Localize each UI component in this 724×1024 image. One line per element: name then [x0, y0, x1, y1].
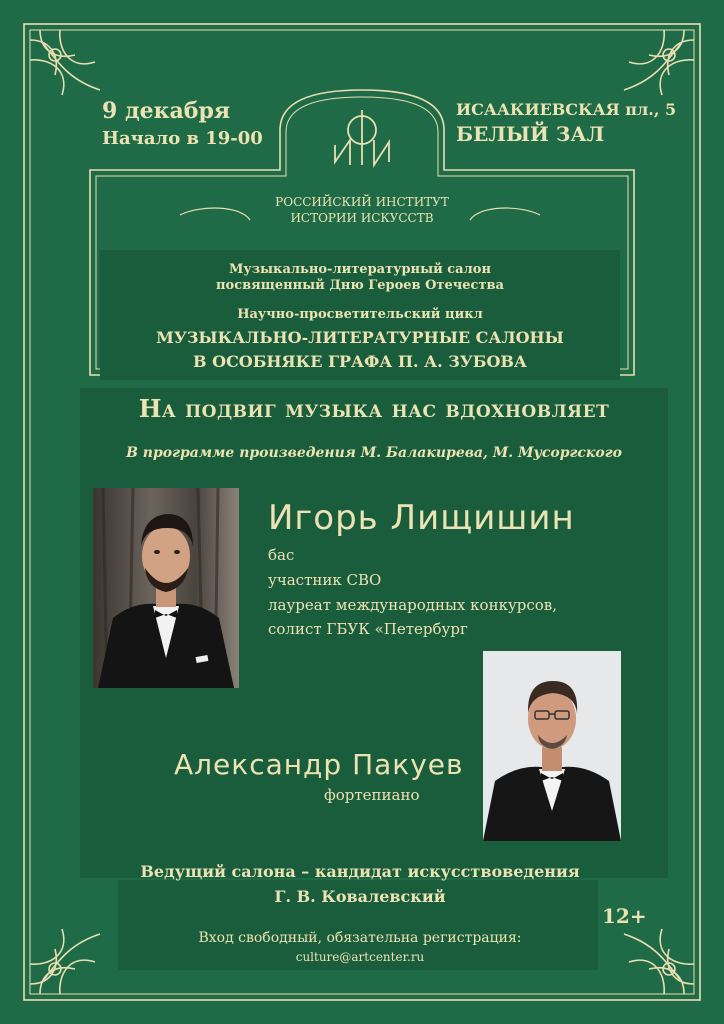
- performer1-svo: участник СВО: [268, 571, 382, 589]
- cycle-title-line1: МУЗЫКАЛЬНО-ЛИТЕРАТУРНЫЕ САЛОНЫ: [156, 328, 564, 347]
- event-address: ИСААКИЕВСКАЯ пл., 5: [456, 100, 677, 119]
- salon-line2: посвященный Дню Героев Отечества: [216, 278, 504, 293]
- performer1-name: Игорь Лищишин: [268, 498, 575, 538]
- corner-ornament-br: [624, 929, 694, 994]
- registration-email: culture@artcenter.ru: [295, 950, 425, 964]
- photo-alexander-pakuev: [483, 651, 621, 841]
- host-line1: Ведущий салона – кандидат искусствоведения: [140, 862, 580, 881]
- concert-title: На подвиг музыка нас вдохновляет: [138, 394, 610, 423]
- event-date: 9 декабря: [102, 98, 231, 124]
- performer1-voice: бас: [268, 546, 295, 564]
- institute-logo: [335, 110, 389, 165]
- corner-ornament-tr: [624, 30, 694, 95]
- event-start-time: Начало в 19-00: [102, 128, 263, 149]
- event-hall: БЕЛЫЙ ЗАЛ: [456, 122, 605, 146]
- corner-ornament-bl: [30, 929, 100, 994]
- cycle-title-line2: В ОСОБНЯКЕ ГРАФА П. А. ЗУБОВА: [193, 352, 527, 371]
- institute-name-line1: РОССИЙСКИЙ ИНСТИТУТ: [275, 195, 449, 209]
- institute-name-line2: ИСТОРИИ ИСКУССТВ: [290, 211, 434, 225]
- host-line2: Г. В. Ковалевский: [274, 887, 446, 906]
- corner-ornament-tl: [30, 30, 100, 95]
- registration-note: Вход свободный, обязательна регистрация:: [198, 930, 522, 946]
- cycle-label: Научно-просветительский цикл: [237, 307, 483, 322]
- performer2-name: Александр Пакуев: [174, 748, 464, 781]
- age-rating-badge: 12+: [602, 904, 647, 928]
- photo-igor-lishchishin: [93, 488, 239, 688]
- performer1-laureate: лауреат международных конкурсов,: [268, 596, 558, 614]
- salon-line1: Музыкально-литературный салон: [229, 262, 491, 277]
- performer1-soloist: солист ГБУК «Петербург: [268, 620, 468, 638]
- program-note: В программе произведения М. Балакирева, М. Мусоргского: [126, 445, 622, 461]
- performer2-instrument: фортепиано: [324, 786, 420, 804]
